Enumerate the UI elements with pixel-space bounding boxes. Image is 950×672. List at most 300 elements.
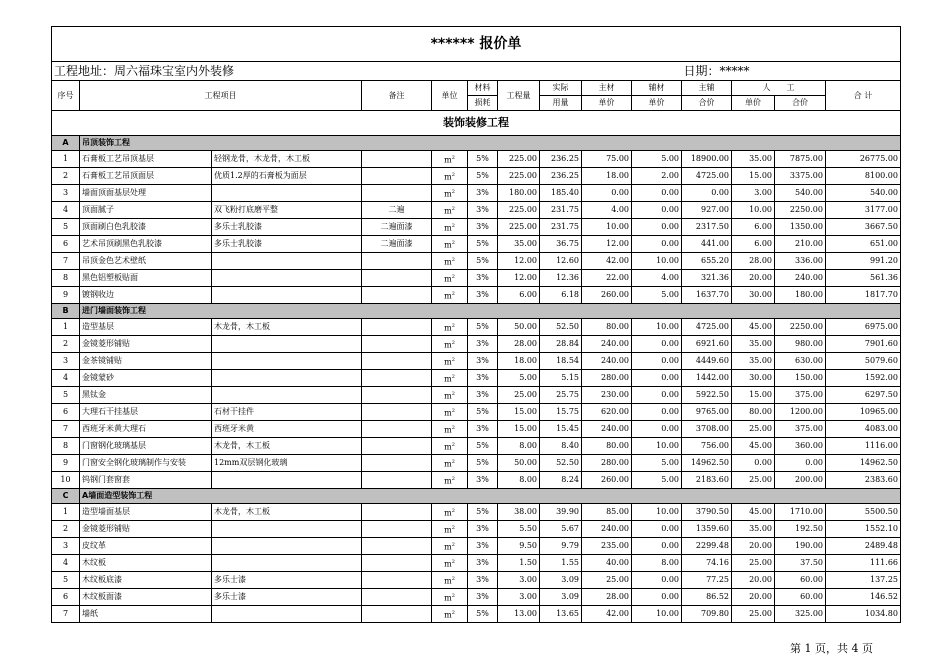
cell-loss: 3% <box>468 353 498 370</box>
cell-aux-price: 0.00 <box>632 387 682 404</box>
group-name: 进门墙面装饰工程 <box>80 304 901 319</box>
table-row <box>52 472 901 489</box>
cell-total: 1116.00 <box>826 438 901 455</box>
cell-main-aux-total: 74.16 <box>682 555 732 572</box>
cell-total: 4083.00 <box>826 421 901 438</box>
cell-seq: 2 <box>52 336 80 353</box>
cell-item: 西班牙米黄大理石 <box>80 421 212 438</box>
unit-exponent: 2 <box>451 171 455 178</box>
group-code: B <box>52 304 80 319</box>
cell-labor-total: 200.00 <box>775 472 826 489</box>
cell-labor-price: 35.00 <box>732 336 775 353</box>
cell-quantity: 9.50 <box>498 538 540 555</box>
header-actual: 实际 <box>540 81 582 96</box>
cell-main-price: 260.00 <box>582 472 632 489</box>
cell-seq: 5 <box>52 219 80 236</box>
cell-note <box>362 404 432 421</box>
cell-note <box>362 589 432 606</box>
cell-spec <box>212 521 362 538</box>
unit-exponent: 2 <box>451 441 455 448</box>
cell-labor-price: 20.00 <box>732 572 775 589</box>
cell-aux-price: 0.00 <box>632 202 682 219</box>
cell-actual: 231.75 <box>540 219 582 236</box>
cell-quantity: 15.00 <box>498 404 540 421</box>
cell-quantity: 225.00 <box>498 219 540 236</box>
cell-total: 3667.50 <box>826 219 901 236</box>
cell-labor-price: 6.00 <box>732 219 775 236</box>
cell-quantity: 35.00 <box>498 236 540 253</box>
table-row <box>52 438 901 455</box>
cell-note <box>362 185 432 202</box>
header-labor-price: 单价 <box>732 96 775 111</box>
cell-total: 26775.00 <box>826 151 901 168</box>
cell-quantity: 8.00 <box>498 438 540 455</box>
cell-labor-total: 375.00 <box>775 421 826 438</box>
cell-item: 墙面顶面基层处理 <box>80 185 212 202</box>
cell-unit <box>432 404 468 421</box>
unit-symbol: m <box>444 442 452 452</box>
cell-main-aux-total: 2299.48 <box>682 538 732 555</box>
cell-labor-total: 1200.00 <box>775 404 826 421</box>
cell-main-aux-total: 9765.00 <box>682 404 732 421</box>
cell-unit <box>432 319 468 336</box>
cell-note <box>362 421 432 438</box>
cell-main-aux-total: 5922.50 <box>682 387 732 404</box>
cell-labor-total: 2250.00 <box>775 319 826 336</box>
unit-exponent: 2 <box>451 373 455 380</box>
cell-seq: 2 <box>52 168 80 185</box>
cell-unit <box>432 589 468 606</box>
cell-loss: 3% <box>468 202 498 219</box>
cell-aux-price: 5.00 <box>632 151 682 168</box>
cell-actual: 13.65 <box>540 606 582 623</box>
cell-spec: 多乐士乳胶漆 <box>212 236 362 253</box>
cell-unit <box>432 270 468 287</box>
cell-main-aux-total: 655.20 <box>682 253 732 270</box>
unit-exponent: 2 <box>451 322 455 329</box>
cell-main-aux-total: 3790.50 <box>682 504 732 521</box>
cell-quantity: 5.00 <box>498 370 540 387</box>
cell-loss: 3% <box>468 370 498 387</box>
cell-loss: 5% <box>468 504 498 521</box>
cell-labor-price: 10.00 <box>732 202 775 219</box>
cell-main-aux-total: 77.25 <box>682 572 732 589</box>
table-row <box>52 151 901 168</box>
unit-symbol: m <box>444 189 452 199</box>
header-labor-total: 合价 <box>775 96 826 111</box>
cell-main-aux-total: 321.36 <box>682 270 732 287</box>
cell-labor-price: 20.00 <box>732 538 775 555</box>
cell-spec: 木龙骨，木工板 <box>212 319 362 336</box>
table-row <box>52 455 901 472</box>
cell-main-price: 0.00 <box>582 185 632 202</box>
cell-loss: 5% <box>468 455 498 472</box>
unit-symbol: m <box>444 257 452 267</box>
cell-seq: 5 <box>52 387 80 404</box>
cell-loss: 3% <box>468 538 498 555</box>
cell-seq: 7 <box>52 421 80 438</box>
cell-aux-price: 10.00 <box>632 606 682 623</box>
group-name: A墙面造型装饰工程 <box>80 489 901 504</box>
cell-total: 6297.50 <box>826 387 901 404</box>
quotation-sheet <box>51 26 901 623</box>
cell-total: 146.52 <box>826 589 901 606</box>
cell-total: 561.36 <box>826 270 901 287</box>
cell-aux-price: 4.00 <box>632 270 682 287</box>
unit-symbol: m <box>444 459 452 469</box>
unit-symbol: m <box>444 323 452 333</box>
cell-total: 540.00 <box>826 185 901 202</box>
unit-symbol: m <box>444 425 452 435</box>
cell-total: 10965.00 <box>826 404 901 421</box>
cell-main-price: 85.00 <box>582 504 632 521</box>
cell-spec: 木龙骨，木工板 <box>212 438 362 455</box>
cell-seq: 3 <box>52 185 80 202</box>
unit-exponent: 2 <box>451 592 455 599</box>
cell-actual: 52.50 <box>540 319 582 336</box>
cell-seq: 7 <box>52 606 80 623</box>
cell-aux-price: 0.00 <box>632 336 682 353</box>
cell-main-aux-total: 2183.60 <box>682 472 732 489</box>
cell-main-aux-total: 1359.60 <box>682 521 732 538</box>
cell-unit <box>432 504 468 521</box>
cell-loss: 5% <box>468 438 498 455</box>
cell-main-aux-total: 927.00 <box>682 202 732 219</box>
cell-main-price: 40.00 <box>582 555 632 572</box>
unit-symbol: m <box>444 525 452 535</box>
cell-seq: 8 <box>52 438 80 455</box>
cell-seq: 6 <box>52 236 80 253</box>
cell-main-price: 280.00 <box>582 455 632 472</box>
cell-main-price: 620.00 <box>582 404 632 421</box>
table-row <box>52 421 901 438</box>
group-code: A <box>52 136 80 151</box>
cell-item: 顶面刷白色乳胶漆 <box>80 219 212 236</box>
cell-main-price: 18.00 <box>582 168 632 185</box>
cell-aux-price: 0.00 <box>632 521 682 538</box>
cell-note <box>362 151 432 168</box>
cell-unit <box>432 168 468 185</box>
cell-actual: 6.18 <box>540 287 582 304</box>
table-row <box>52 521 901 538</box>
cell-labor-total: 210.00 <box>775 236 826 253</box>
unit-symbol: m <box>444 374 452 384</box>
cell-aux-price: 5.00 <box>632 455 682 472</box>
cell-total: 1817.70 <box>826 287 901 304</box>
cell-note <box>362 606 432 623</box>
cell-unit <box>432 472 468 489</box>
cell-total: 137.25 <box>826 572 901 589</box>
cell-aux-price: 10.00 <box>632 438 682 455</box>
cell-total: 6975.00 <box>826 319 901 336</box>
cell-main-aux-total: 6921.60 <box>682 336 732 353</box>
cell-aux-price: 5.00 <box>632 472 682 489</box>
unit-exponent: 2 <box>451 575 455 582</box>
cell-spec: 西班牙米黄 <box>212 421 362 438</box>
cell-item: 石膏板工艺吊顶面层 <box>80 168 212 185</box>
cell-actual: 1.55 <box>540 555 582 572</box>
header-main-aux-2: 合价 <box>682 96 732 111</box>
cell-labor-total: 240.00 <box>775 270 826 287</box>
project-address: 工程地址：周六福珠宝室内外装修 <box>52 62 582 81</box>
unit-symbol: m <box>444 291 452 301</box>
cell-main-price: 240.00 <box>582 421 632 438</box>
cell-aux-price: 0.00 <box>632 572 682 589</box>
cell-spec <box>212 336 362 353</box>
cell-main-aux-total: 4725.00 <box>682 319 732 336</box>
cell-total: 7901.60 <box>826 336 901 353</box>
cell-main-price: 22.00 <box>582 270 632 287</box>
cell-labor-price: 25.00 <box>732 472 775 489</box>
cell-main-price: 230.00 <box>582 387 632 404</box>
cell-quantity: 18.00 <box>498 353 540 370</box>
cell-aux-price: 0.00 <box>632 370 682 387</box>
cell-seq: 5 <box>52 572 80 589</box>
cell-actual: 52.50 <box>540 455 582 472</box>
cell-main-price: 240.00 <box>582 521 632 538</box>
cell-loss: 3% <box>468 421 498 438</box>
cell-main-price: 25.00 <box>582 572 632 589</box>
cell-unit <box>432 438 468 455</box>
unit-exponent: 2 <box>451 356 455 363</box>
cell-aux-price: 5.00 <box>632 287 682 304</box>
cell-seq: 1 <box>52 151 80 168</box>
cell-labor-total: 360.00 <box>775 438 826 455</box>
cell-seq: 4 <box>52 370 80 387</box>
cell-main-price: 10.00 <box>582 219 632 236</box>
quotation-table <box>51 26 901 623</box>
cell-quantity: 12.00 <box>498 253 540 270</box>
cell-spec <box>212 370 362 387</box>
cell-labor-total: 60.00 <box>775 572 826 589</box>
unit-exponent: 2 <box>451 424 455 431</box>
cell-spec: 石材干挂件 <box>212 404 362 421</box>
cell-main-aux-total: 1442.00 <box>682 370 732 387</box>
cell-unit <box>432 336 468 353</box>
page-title: ****** 报价单 <box>52 27 901 62</box>
unit-symbol: m <box>444 357 452 367</box>
cell-total: 3177.00 <box>826 202 901 219</box>
cell-main-price: 75.00 <box>582 151 632 168</box>
cell-labor-price: 35.00 <box>732 353 775 370</box>
cell-actual: 25.75 <box>540 387 582 404</box>
table-row <box>52 353 901 370</box>
unit-exponent: 2 <box>451 256 455 263</box>
cell-main-price: 42.00 <box>582 253 632 270</box>
cell-seq: 9 <box>52 455 80 472</box>
unit-symbol: m <box>444 593 452 603</box>
cell-main-aux-total: 756.00 <box>682 438 732 455</box>
cell-item: 黑钛金 <box>80 387 212 404</box>
cell-quantity: 50.00 <box>498 319 540 336</box>
cell-seq: 1 <box>52 504 80 521</box>
cell-main-price: 80.00 <box>582 319 632 336</box>
cell-unit <box>432 521 468 538</box>
group-header <box>52 304 901 319</box>
cell-seq: 4 <box>52 202 80 219</box>
header-main-aux: 主辅 <box>682 81 732 96</box>
cell-actual: 231.75 <box>540 202 582 219</box>
cell-loss: 5% <box>468 253 498 270</box>
table-row <box>52 336 901 353</box>
cell-note <box>362 353 432 370</box>
group-header <box>52 489 901 504</box>
cell-unit <box>432 455 468 472</box>
cell-note <box>362 555 432 572</box>
cell-labor-total: 1710.00 <box>775 504 826 521</box>
cell-item: 大理石干挂基层 <box>80 404 212 421</box>
unit-exponent: 2 <box>451 475 455 482</box>
cell-actual: 18.54 <box>540 353 582 370</box>
cell-note <box>362 319 432 336</box>
cell-unit <box>432 606 468 623</box>
cell-note <box>362 572 432 589</box>
cell-total: 1034.80 <box>826 606 901 623</box>
table-row <box>52 606 901 623</box>
cell-seq: 1 <box>52 319 80 336</box>
cell-actual: 3.09 <box>540 572 582 589</box>
group-name: 吊顶装饰工程 <box>80 136 901 151</box>
cell-labor-total: 150.00 <box>775 370 826 387</box>
cell-labor-total: 1350.00 <box>775 219 826 236</box>
cell-note: 二遍 <box>362 202 432 219</box>
cell-labor-price: 45.00 <box>732 438 775 455</box>
cell-quantity: 225.00 <box>498 202 540 219</box>
header-actual-2: 用量 <box>540 96 582 111</box>
cell-quantity: 15.00 <box>498 421 540 438</box>
cell-unit <box>432 253 468 270</box>
cell-spec <box>212 185 362 202</box>
unit-symbol: m <box>444 408 452 418</box>
cell-note <box>362 270 432 287</box>
header-quantity: 工程量 <box>498 81 540 111</box>
cell-spec <box>212 253 362 270</box>
cell-aux-price: 0.00 <box>632 538 682 555</box>
unit-exponent: 2 <box>451 339 455 346</box>
unit-exponent: 2 <box>451 205 455 212</box>
table-row <box>52 236 901 253</box>
cell-total: 651.00 <box>826 236 901 253</box>
cell-labor-total: 37.50 <box>775 555 826 572</box>
unit-symbol: m <box>444 391 452 401</box>
section-title: 装饰装修工程 <box>52 111 901 136</box>
quote-date: 日期：***** <box>682 62 901 81</box>
cell-seq: 3 <box>52 353 80 370</box>
unit-symbol: m <box>444 274 452 284</box>
cell-labor-price: 25.00 <box>732 421 775 438</box>
cell-main-price: 260.00 <box>582 287 632 304</box>
cell-quantity: 38.00 <box>498 504 540 521</box>
cell-actual: 5.67 <box>540 521 582 538</box>
cell-unit <box>432 572 468 589</box>
cell-unit <box>432 538 468 555</box>
header-total: 合 计 <box>826 81 901 111</box>
cell-quantity: 12.00 <box>498 270 540 287</box>
cell-spec <box>212 472 362 489</box>
header-note: 备注 <box>362 81 432 111</box>
cell-main-aux-total: 86.52 <box>682 589 732 606</box>
cell-labor-price: 20.00 <box>732 270 775 287</box>
table-row <box>52 253 901 270</box>
cell-spec <box>212 270 362 287</box>
cell-note: 二遍面漆 <box>362 219 432 236</box>
cell-quantity: 3.00 <box>498 572 540 589</box>
cell-unit <box>432 151 468 168</box>
cell-aux-price: 0.00 <box>632 589 682 606</box>
cell-main-aux-total: 2317.50 <box>682 219 732 236</box>
cell-note <box>362 472 432 489</box>
cell-total: 2489.48 <box>826 538 901 555</box>
unit-exponent: 2 <box>451 154 455 161</box>
unit-symbol: m <box>444 542 452 552</box>
cell-labor-price: 15.00 <box>732 168 775 185</box>
cell-item: 造型基层 <box>80 319 212 336</box>
header-item: 工程项目 <box>80 81 362 111</box>
cell-total: 1552.10 <box>826 521 901 538</box>
page-footer: 第 1 页，共 4 页 <box>790 642 873 655</box>
header-material-loss-2: 损耗 <box>468 96 498 111</box>
cell-actual: 8.40 <box>540 438 582 455</box>
unit-exponent: 2 <box>451 458 455 465</box>
cell-item: 艺术吊顶刷黑色乳胶漆 <box>80 236 212 253</box>
unit-symbol: m <box>444 240 452 250</box>
cell-loss: 5% <box>468 606 498 623</box>
cell-note <box>362 455 432 472</box>
cell-item: 金镜菱形铺贴 <box>80 521 212 538</box>
cell-actual: 5.15 <box>540 370 582 387</box>
cell-quantity: 25.00 <box>498 387 540 404</box>
cell-seq: 3 <box>52 538 80 555</box>
cell-main-price: 42.00 <box>582 606 632 623</box>
cell-actual: 36.75 <box>540 236 582 253</box>
unit-exponent: 2 <box>451 290 455 297</box>
cell-aux-price: 10.00 <box>632 253 682 270</box>
cell-labor-total: 375.00 <box>775 387 826 404</box>
header-labor: 人 工 <box>732 81 826 96</box>
cell-item: 镀钢收边 <box>80 287 212 304</box>
cell-labor-total: 190.00 <box>775 538 826 555</box>
table-row <box>52 168 901 185</box>
cell-note <box>362 387 432 404</box>
cell-note <box>362 253 432 270</box>
cell-item: 木纹板底漆 <box>80 572 212 589</box>
cell-unit <box>432 287 468 304</box>
cell-actual: 39.90 <box>540 504 582 521</box>
unit-exponent: 2 <box>451 541 455 548</box>
table-row <box>52 202 901 219</box>
header-aux-material: 辅材 <box>632 81 682 96</box>
cell-spec: 优质1.2厚的石膏板为面层 <box>212 168 362 185</box>
cell-labor-price: 80.00 <box>732 404 775 421</box>
table-row <box>52 370 901 387</box>
cell-labor-total: 7875.00 <box>775 151 826 168</box>
cell-labor-price: 30.00 <box>732 287 775 304</box>
cell-labor-total: 336.00 <box>775 253 826 270</box>
cell-spec <box>212 387 362 404</box>
unit-exponent: 2 <box>451 188 455 195</box>
unit-symbol: m <box>444 206 452 216</box>
cell-spec: 多乐士漆 <box>212 589 362 606</box>
cell-seq: 10 <box>52 472 80 489</box>
unit-symbol: m <box>444 155 452 165</box>
unit-symbol: m <box>444 340 452 350</box>
cell-seq: 4 <box>52 555 80 572</box>
cell-actual: 12.36 <box>540 270 582 287</box>
table-row <box>52 589 901 606</box>
unit-symbol: m <box>444 576 452 586</box>
cell-labor-price: 25.00 <box>732 555 775 572</box>
unit-exponent: 2 <box>451 239 455 246</box>
